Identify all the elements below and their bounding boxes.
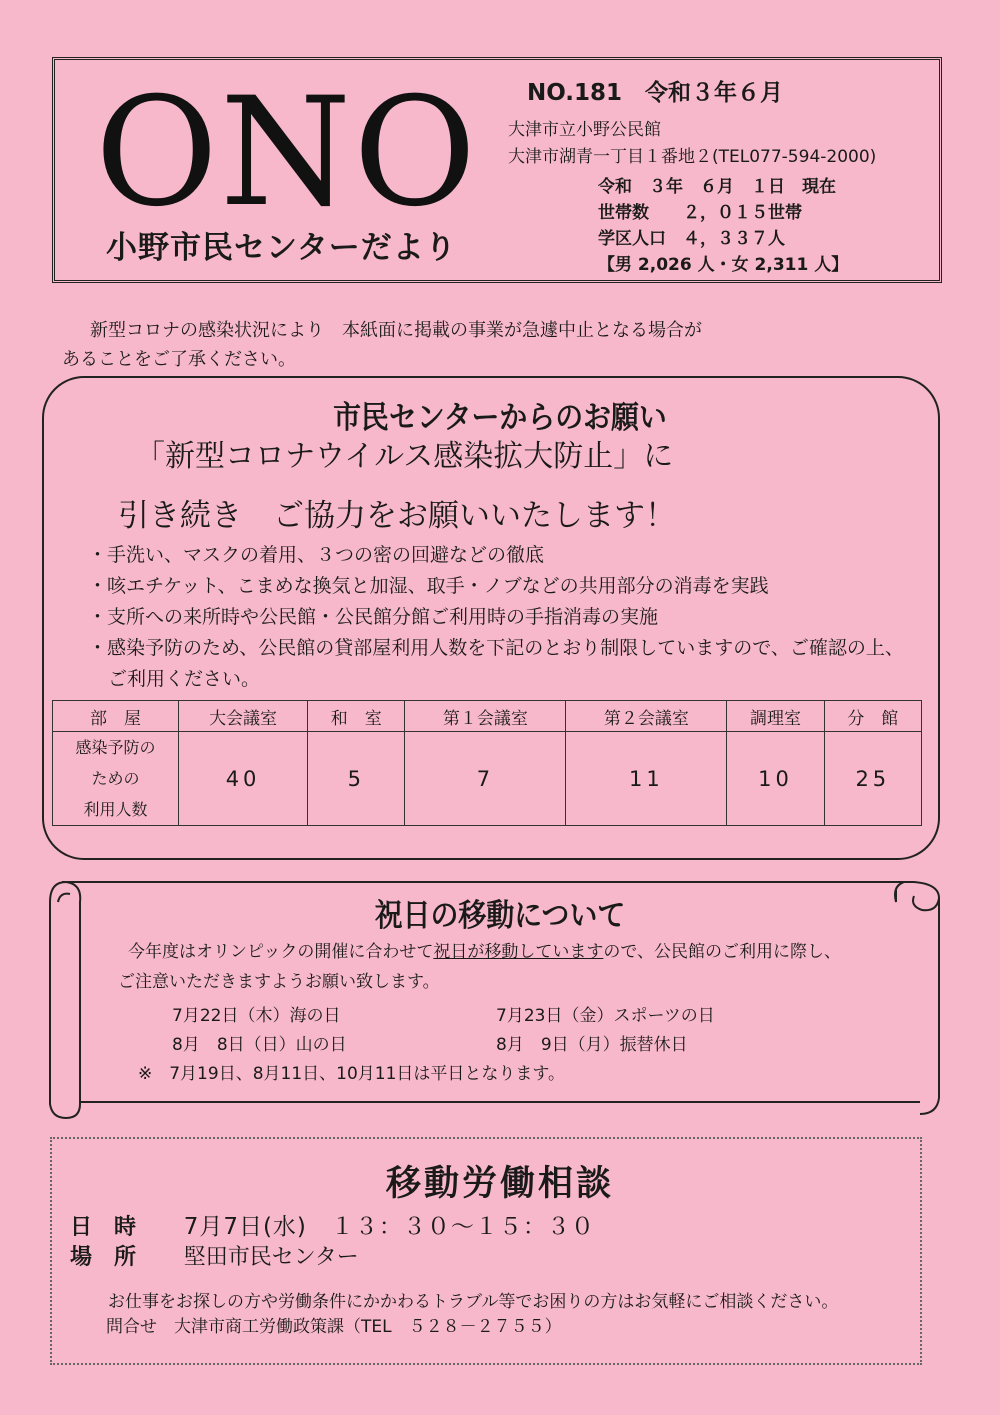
population-stats bbox=[598, 174, 848, 278]
place-value: 堅田市民センター bbox=[183, 1245, 359, 1270]
holiday-item: 7月22日（木）海の日 bbox=[172, 1006, 341, 1026]
table-header: 調理室 bbox=[727, 701, 824, 732]
notice-line: 新型コロナの感染状況により 本紙面に掲載の事業が急遽中止となる場合が bbox=[90, 320, 702, 341]
stats-population: 学区人口 ４，３３７人 bbox=[598, 229, 785, 249]
intro-emphasis: 祝日が移動しています bbox=[433, 942, 604, 962]
labour-contact: 問合せ 大津市商工労働政策課（TEL ５２８－２７５５） bbox=[106, 1317, 562, 1337]
stats-date: 令和 ３年 ６月 １日 現在 bbox=[598, 177, 836, 197]
intro-text: 今年度はオリンピックの開催に合わせて bbox=[128, 942, 434, 962]
list-item: ・手洗い、マスクの着用、３つの密の回避などの徹底 bbox=[88, 544, 545, 566]
labour-description bbox=[108, 1290, 838, 1340]
list-item: ・支所への来所時や公民館・公民館分館ご利用時の手指消毒の実施 bbox=[88, 606, 659, 628]
table-header-row bbox=[53, 701, 922, 732]
intro-text: ので、公民館のご利用に際し、 bbox=[603, 942, 841, 962]
masthead-subtitle: 小野市民センターだより bbox=[106, 230, 457, 266]
table-header: 分 館 bbox=[824, 701, 921, 732]
stats-breakdown: 【男 2,026 人・女 2,311 人】 bbox=[598, 255, 849, 275]
cancellation-notice bbox=[62, 316, 822, 374]
capacity-value: 11 bbox=[566, 732, 727, 826]
intro-text: ご注意いただきますようお願い致します。 bbox=[118, 972, 440, 992]
row-label-line: ための bbox=[91, 769, 140, 788]
holidays-title: 祝日の移動について bbox=[374, 898, 626, 934]
labour-place-row bbox=[70, 1240, 359, 1271]
row-label bbox=[53, 732, 179, 826]
table-header: 部 屋 bbox=[53, 701, 179, 732]
date-label: 日 時 bbox=[70, 1215, 137, 1240]
masthead-logo: ONO bbox=[95, 66, 479, 240]
labour-desc-line: お仕事をお探しの方や労働条件にかかわるトラブル等でお困りの方はお気軽にご相談ください。 bbox=[108, 1292, 839, 1312]
request-headline: 「新型コロナウイルス感染拡大防止」に bbox=[135, 439, 674, 474]
holiday-item: 8月 8日（日）山の日 bbox=[172, 1035, 347, 1055]
stats-households: 世帯数 ２，０１５世帯 bbox=[598, 203, 802, 223]
organization-name: 大津市立小野公民館 bbox=[508, 120, 661, 140]
place-label: 場 所 bbox=[70, 1245, 137, 1270]
list-item: ・感染予防のため、公民館の貸部屋利用人数を下記のとおり制限していますので、ご確認の上、ご利用ください。 bbox=[88, 637, 904, 690]
table-header: 第２会議室 bbox=[566, 701, 727, 732]
capacity-value: 40 bbox=[179, 732, 308, 826]
holiday-item: 8月 9日（月）振替休日 bbox=[496, 1035, 688, 1055]
holidays-note: ※ 7月19日、8月11日、10月11日は平日となります。 bbox=[138, 1064, 566, 1084]
room-capacity-table bbox=[52, 700, 922, 826]
labour-title: 移動労働相談 bbox=[385, 1164, 614, 1204]
labour-date-row bbox=[70, 1208, 595, 1241]
table-header: 和 室 bbox=[308, 701, 405, 732]
request-bullet-list bbox=[88, 540, 918, 695]
request-subheadline: 引き続き ご協力をお願いいたします！ bbox=[118, 498, 676, 534]
row-label-line: 感染予防の bbox=[75, 738, 156, 757]
date-value: 7月7日(水) １３：３０～１５：３０ bbox=[183, 1214, 595, 1240]
holidays-intro bbox=[118, 937, 898, 997]
capacity-value: 25 bbox=[824, 732, 921, 826]
list-item: ・咳エチケット、こまめな換気と加湿、取手・ノブなどの共用部分の消毒を実践 bbox=[88, 575, 769, 597]
table-header: 大会議室 bbox=[179, 701, 308, 732]
row-label-line: 利用人数 bbox=[83, 800, 148, 819]
holiday-item: 7月23日（金）スポーツの日 bbox=[496, 1006, 715, 1026]
organization-address: 大津市湖青一丁目１番地２(TEL077-594-2000) bbox=[508, 147, 877, 167]
notice-line: あることをご了承ください。 bbox=[62, 349, 296, 370]
capacity-value: 5 bbox=[308, 732, 405, 826]
capacity-value: 7 bbox=[405, 732, 566, 826]
table-header: 第１会議室 bbox=[405, 701, 566, 732]
issue-number: NO.181 令和３年６月 bbox=[527, 80, 784, 106]
table-row bbox=[53, 732, 922, 826]
request-title: 市民センターからのお願い bbox=[333, 400, 667, 436]
capacity-value: 10 bbox=[727, 732, 824, 826]
